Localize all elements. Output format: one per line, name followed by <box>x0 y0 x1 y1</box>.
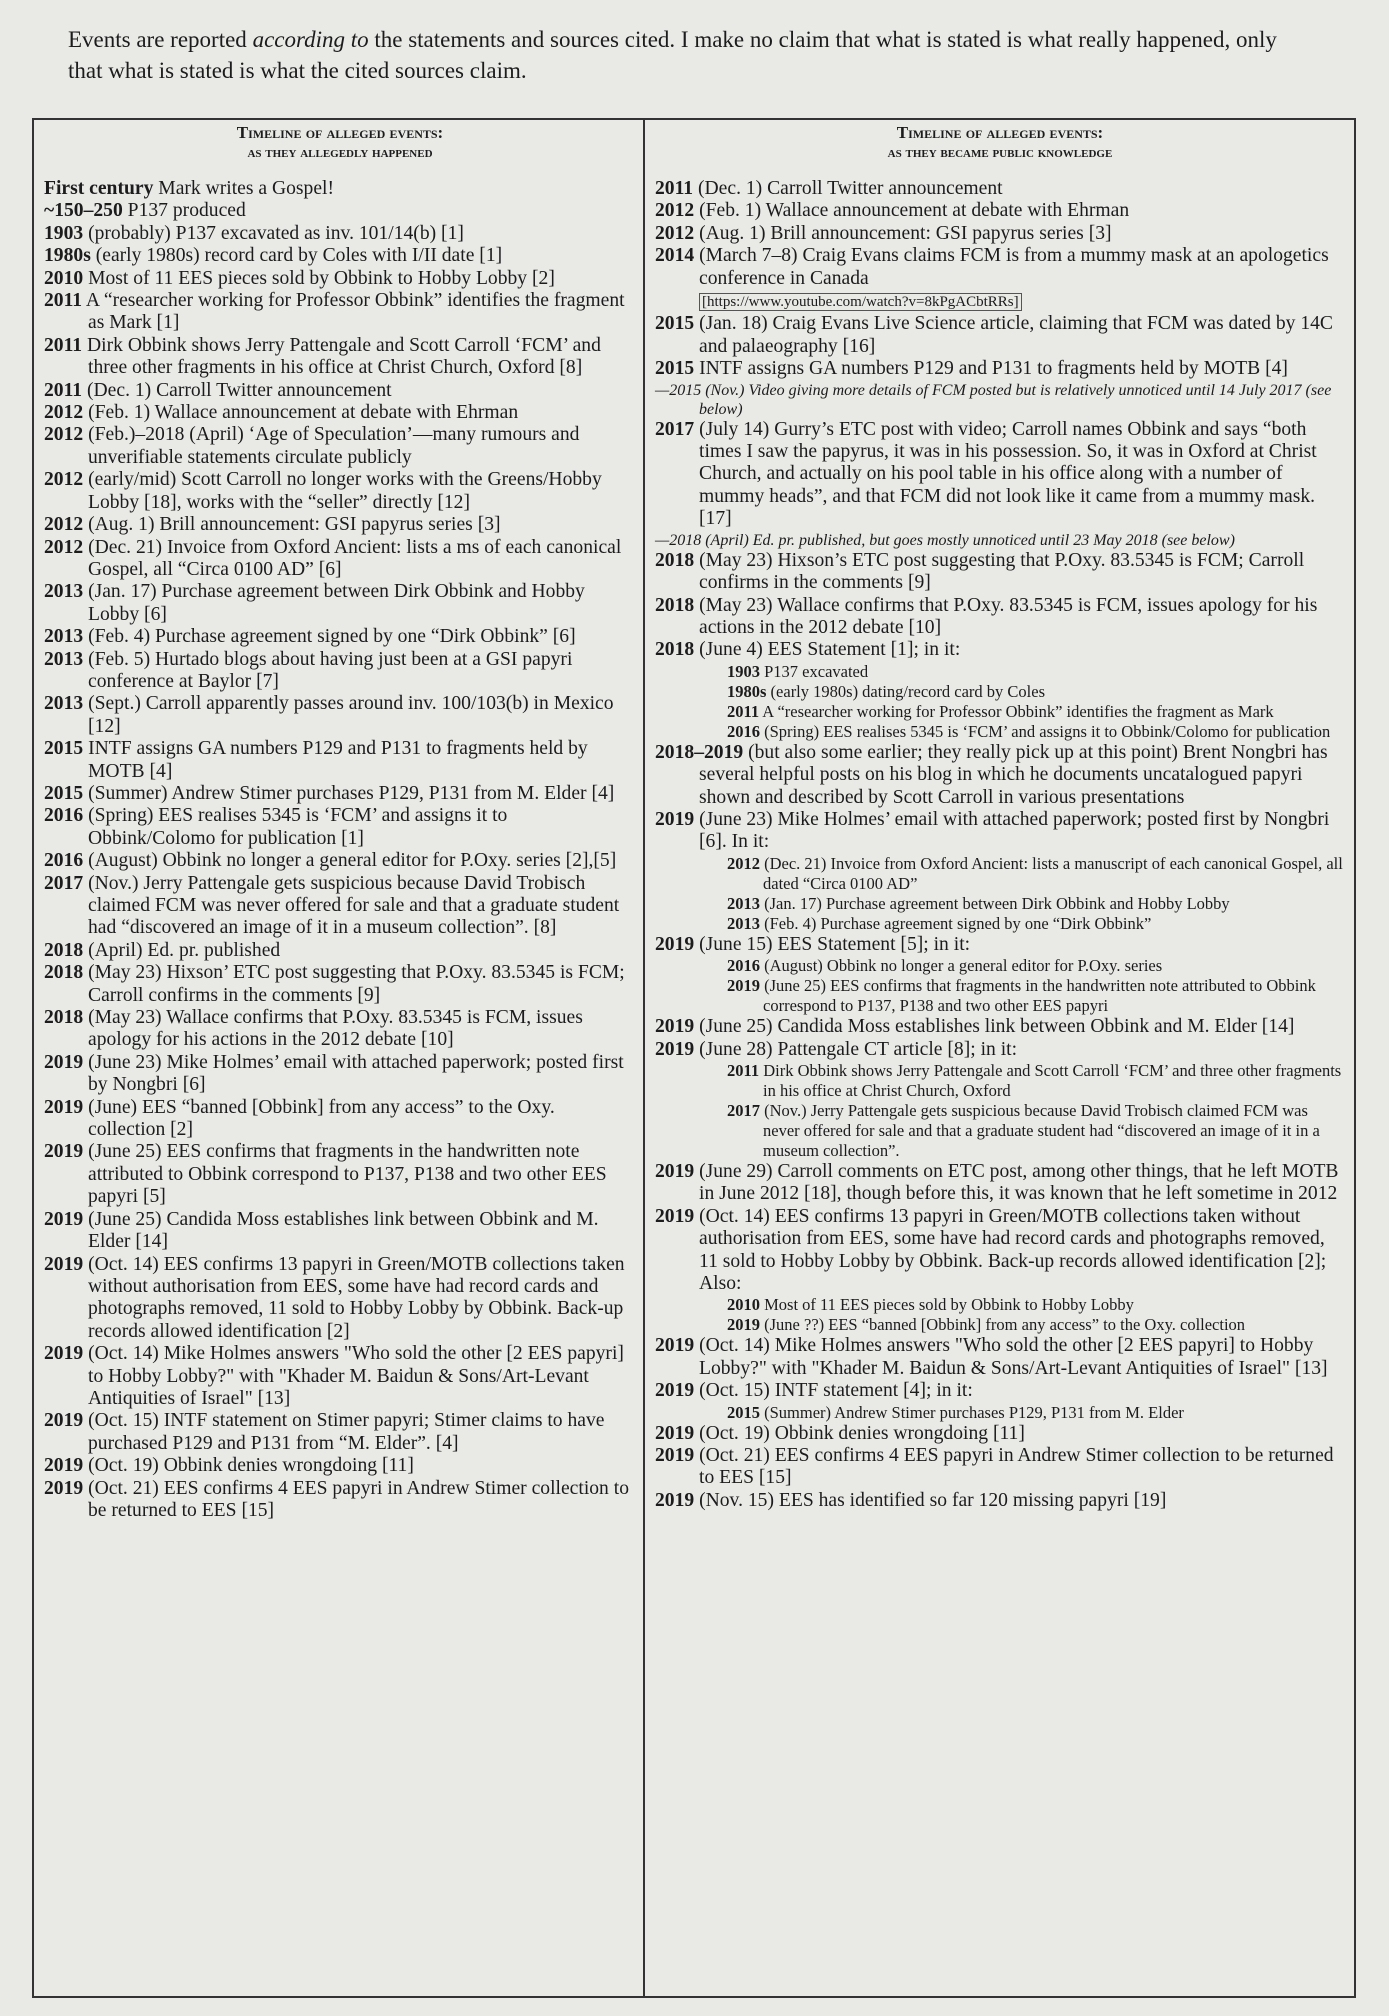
sub-entry-text: (Spring) EES realises 5345 is ‘FCM’ and assigns it to Obbink/Colomo for publication <box>760 721 1331 741</box>
sub-entry-year: 2016 <box>727 721 760 741</box>
entry-text: (May 23) Wallace confirms that P.Oxy. 83.5345 is FCM, issues apology for his actions in the 2012 debate [10] <box>83 1007 583 1051</box>
entry-text: (early/mid) Scott Carroll no longer works with the Greens/Hobby Lobby [18], works with the “seller” directly [12] <box>83 469 602 513</box>
timeline-entry <box>44 268 636 290</box>
timeline-entry <box>44 1052 636 1097</box>
entry-year: 2018 <box>655 549 695 571</box>
entry-year: 2015 <box>44 738 84 760</box>
timeline-entry <box>44 962 636 1007</box>
timeline-entry <box>44 693 636 738</box>
entry-year: 2019 <box>44 1141 84 1163</box>
right-heading-line-2: as they became public knowledge <box>887 145 1113 161</box>
timeline-entry <box>655 934 1345 956</box>
timeline-link-entry <box>655 290 1345 313</box>
entry-text: (Oct. 19) Obbink denies wrongdoing [11] <box>83 1455 414 1477</box>
entry-year: 2019 <box>655 1489 695 1511</box>
entry-text: (Jan. 17) Purchase agreement between Dirk Obbink and Hobby Lobby [6] <box>83 581 585 625</box>
timeline-entry <box>44 537 636 582</box>
sub-entry-year: 1980s <box>727 681 767 701</box>
intro-text-1: Events are reported <box>68 27 253 52</box>
timeline-sub-entry <box>727 894 1345 914</box>
intro-text-2: the statements and sources cited. I make no claim that what is stated is what really happened, only that what is stated is what the cited sources claim. <box>68 27 1277 83</box>
left-column <box>44 122 636 1522</box>
timeline-entry <box>44 469 636 514</box>
entry-text: (Oct. 21) EES confirms 4 EES papyri in Andrew Stimer collection to be returned to EES [15] <box>83 1477 629 1521</box>
timeline-entry <box>655 1445 1345 1490</box>
sub-entry-text: (June ??) EES “banned [Obbink] from any access” to the Oxy. collection <box>760 1315 1246 1335</box>
entry-year: 2019 <box>44 1410 84 1432</box>
entry-text: (June 15) EES Statement [5]; in it: <box>694 933 971 955</box>
entry-year: 2012 <box>44 514 84 536</box>
entry-text: (Dec. 1) Carroll Twitter announcement <box>693 178 1003 199</box>
entry-year: 2018 <box>44 939 84 961</box>
entry-text: (Oct. 21) EES confirms 4 EES papyri in Andrew Stimer collection to be returned to EES [15] <box>694 1445 1334 1489</box>
sub-entry-text: (Feb. 4) Purchase agreement signed by one “Dirk Obbink” <box>760 913 1152 933</box>
entry-year: 2019 <box>655 1380 695 1402</box>
entry-year: 2019 <box>655 1422 695 1444</box>
timeline-entry <box>655 809 1345 854</box>
entry-text: (May 23) Wallace confirms that P.Oxy. 83.5345 is FCM, issues apology for his actions in the 2012 debate [10] <box>694 594 1318 638</box>
column-divider <box>643 118 645 1998</box>
entry-text: (early 1980s) record card by Coles with I/II date [1] <box>90 245 503 267</box>
right-timeline-entries <box>655 178 1345 1512</box>
entry-text: (Feb. 1) Wallace announcement at debate with Ehrman <box>694 200 1130 222</box>
entry-text: P137 produced <box>122 200 246 222</box>
sub-entry-year: 2017 <box>727 1100 760 1120</box>
entry-year: 2015 <box>655 313 695 335</box>
entry-text: (Sept.) Carroll apparently passes around inv. 100/103(b) in Mexico [12] <box>83 693 614 737</box>
entry-text: (Summer) Andrew Stimer purchases P129, P131 from M. Elder [4] <box>83 782 615 804</box>
timeline-entry <box>655 178 1345 200</box>
entry-text: (Feb.)–2018 (April) ‘Age of Speculation’—many rumours and unverifiable statements circulate publicly <box>83 424 580 468</box>
sub-entry-year: 2011 <box>727 1060 760 1080</box>
timeline-sub-entry <box>727 854 1345 894</box>
timeline-entry <box>44 1141 636 1208</box>
entry-text: (Oct. 15) INTF statement on Stimer papyri; Stimer claims to have purchased P129 and P131 from “M. Elder”. [4] <box>83 1410 605 1454</box>
timeline-entry <box>655 595 1345 640</box>
timeline-entry <box>44 1455 636 1477</box>
entry-year: 2018 <box>44 1007 84 1029</box>
sub-entry-text: (early 1980s) dating/record card by Coles <box>766 681 1045 701</box>
entry-text: (June) EES “banned [Obbink] from any access” to the Oxy. collection [2] <box>83 1096 555 1141</box>
entry-year: 1903 <box>44 222 84 244</box>
timeline-entry <box>44 738 636 783</box>
entry-year: 2019 <box>655 1335 695 1357</box>
timeline-entry <box>655 1161 1345 1206</box>
timeline-entry <box>655 550 1345 595</box>
timeline-entry <box>44 178 636 200</box>
entry-year: 2011 <box>44 334 83 356</box>
timeline-entry <box>44 514 636 536</box>
sub-entry-year: 2012 <box>727 853 760 873</box>
entry-year: 2011 <box>44 290 83 312</box>
timeline-entry <box>44 783 636 805</box>
timeline-entry <box>44 290 636 335</box>
timeline-entry <box>44 1097 636 1142</box>
entry-text: (Oct. 14) Mike Holmes answers "Who sold the other [2 EES papyri] to Hobby Lobby?" with "Khader M. Baidun & Sons/Art-Levant Antiquities of Israel" [13] <box>694 1335 1328 1379</box>
entry-year: 2019 <box>44 1455 84 1477</box>
entry-year: ~150–250 <box>44 200 123 222</box>
timeline-sub-entry <box>727 1403 1345 1423</box>
entry-year: 2019 <box>44 1343 84 1365</box>
sub-entry-year: 2013 <box>727 893 760 913</box>
right-column-heading <box>655 122 1345 164</box>
timeline-note: —2015 (Nov.) Video giving more details of FCM posted but is relatively unnoticed until 14 July 2017 (see below) <box>655 381 1332 418</box>
entry-text: (June 25) Candida Moss establishes link between Obbink and M. Elder [14] <box>83 1208 599 1253</box>
sub-entry-year: 2013 <box>727 913 760 933</box>
entry-text: (June 28) Pattengale CT article [8]; in it: <box>694 1038 1018 1060</box>
left-timeline-entries <box>44 178 636 1522</box>
entry-text: (Oct. 14) Mike Holmes answers "Who sold the other [2 EES papyri] to Hobby Lobby?" with "Khader M. Baidun & Sons/Art-Levant Antiquities of Israel" [13] <box>83 1343 624 1409</box>
entry-year: 2012 <box>44 469 84 491</box>
entry-text: (March 7–8) Craig Evans claims FCM is from a mummy mask at an apologetics conference in Canada <box>694 245 1329 289</box>
timeline-sub-entry <box>727 914 1345 934</box>
left-heading-line-2: as they allegedly happened <box>247 145 433 161</box>
timeline-entry <box>44 581 636 626</box>
timeline-sub-entry <box>727 722 1345 742</box>
left-column-heading <box>44 122 636 164</box>
entry-year: 2018 <box>655 594 695 616</box>
timeline-entry <box>655 742 1345 809</box>
timeline-entry <box>44 1254 636 1344</box>
entry-year: 2016 <box>44 850 84 872</box>
entry-text: INTF assigns GA numbers P129 and P131 to fragments held by MOTB [4] <box>694 358 1288 380</box>
timeline-entry <box>655 200 1345 222</box>
right-heading-line-1: Timeline of alleged events: <box>896 123 1104 142</box>
entry-year: 1980s <box>44 245 91 267</box>
timeline-entry <box>655 1206 1345 1296</box>
entry-year: 2016 <box>44 805 84 827</box>
timeline-sub-entry <box>727 1101 1345 1161</box>
timeline-entry <box>44 1209 636 1254</box>
entry-year: First century <box>44 178 154 199</box>
entry-year: 2012 <box>44 424 84 446</box>
entry-text: (Oct. 14) EES confirms 13 papyri in Green/MOTB collections taken without authorisation from EES, some have had record cards and photographs removed, 11 sold to Hobby Lobby by Obbink. Back-up records allowed identification [2]; Also: <box>694 1205 1327 1294</box>
entry-year: 2019 <box>44 1477 84 1499</box>
right-column <box>655 122 1345 1512</box>
entry-year: 2013 <box>44 581 84 603</box>
timeline-entry <box>44 1478 636 1523</box>
entry-text: (June 23) Mike Holmes’ email with attached paperwork; posted first by Nongbri [6] <box>83 1051 624 1096</box>
timeline-entry <box>44 200 636 222</box>
entry-text: (June 23) Mike Holmes’ email with attached paperwork; posted first by Nongbri [6]. In it: <box>694 808 1330 853</box>
entry-year: 2019 <box>655 1445 695 1467</box>
entry-text: INTF assigns GA numbers P129 and P131 to fragments held by MOTB [4] <box>83 738 588 782</box>
entry-text: (July 14) Gurry’s ETC post with video; Carroll names Obbink and says “both times I saw the papyrus, it was in his possession. So, it was in Oxford at Christ Church, and actually on his pool table in his office along with a number of mummy heads”, and that FCM did not look like it came from a mummy mask. [17] <box>694 418 1317 530</box>
sub-entry-text: Most of 11 EES pieces sold by Obbink to Hobby Lobby <box>760 1295 1134 1315</box>
timeline-entry <box>44 402 636 424</box>
timeline-entry <box>44 850 636 872</box>
timeline-sub-entry <box>727 1315 1345 1335</box>
timeline-entry <box>655 1490 1345 1512</box>
entry-year: 2014 <box>655 245 695 267</box>
timeline-sub-entry <box>727 1295 1345 1315</box>
entry-text: (Nov.) Jerry Pattengale gets suspicious because David Trobisch claimed FCM was never offered for sale and that a graduate student had “discovered an image of it in a museum collection”. [8] <box>83 872 620 939</box>
entry-text: (June 29) Carroll comments on ETC post, among other things, that he left MOTB in June 2012 [18], though before this, it was known that he left sometime in 2012 <box>694 1160 1339 1205</box>
entry-year: 2019 <box>44 1051 84 1073</box>
entry-text: (May 23) Hixson’ ETC post suggesting that P.Oxy. 83.5345 is FCM; Carroll confirms in the comments [9] <box>83 962 625 1006</box>
timeline-entry <box>655 1423 1345 1445</box>
sub-entry-text: A “researcher working for Professor Obbink” identifies the fragment as Mark <box>759 701 1274 721</box>
entry-year: 2010 <box>44 267 84 289</box>
sub-entry-text: (Jan. 17) Purchase agreement between Dirk Obbink and Hobby Lobby <box>760 893 1230 913</box>
intro-paragraph <box>68 24 1308 86</box>
timeline-entry <box>655 1039 1345 1061</box>
timeline-entry <box>655 639 1345 661</box>
entry-text: (Oct. 19) Obbink denies wrongdoing [11] <box>694 1422 1025 1444</box>
entry-year: 2012 <box>655 222 695 244</box>
entry-year: 2018–2019 <box>655 741 744 763</box>
sub-entry-text: (Summer) Andrew Stimer purchases P129, P131 from M. Elder <box>760 1402 1184 1422</box>
timeline-entry <box>44 1343 636 1410</box>
entry-text: (but also some earlier; they really pick up at this point) Brent Nongbri has several helpful posts on his blog in which he documents uncatalogued papyri shown and described by Scott Carroll in various presentations <box>699 741 1328 808</box>
timeline-entry <box>655 1016 1345 1038</box>
timeline-entry <box>44 1410 636 1455</box>
sub-entry-year: 2016 <box>727 956 760 976</box>
sub-entry-text: (Dec. 21) Invoice from Oxford Ancient: lists a manuscript of each canonical Gospel, all dated “Circa 0100 AD” <box>760 853 1343 893</box>
entry-year: 2011 <box>44 379 83 401</box>
entry-year: 2019 <box>655 808 695 830</box>
sub-entry-text: (June 25) EES confirms that fragments in the handwritten note attributed to Obbink correspond to P137, P138 and two other EES papyri <box>760 976 1316 1016</box>
entry-year: 2013 <box>44 648 84 670</box>
entry-text: (probably) P137 excavated as inv. 101/14(b) [1] <box>83 222 464 244</box>
timeline-entry <box>655 1335 1345 1380</box>
timeline-entry <box>44 424 636 469</box>
timeline-entry <box>44 1007 636 1052</box>
entry-text: (Aug. 1) Brill announcement: GSI papyrus series [3] <box>83 514 501 536</box>
timeline-entry <box>44 805 636 850</box>
timeline-entry <box>44 380 636 402</box>
entry-year: 2013 <box>44 626 84 648</box>
entry-year: 2017 <box>655 418 695 440</box>
entry-year: 2019 <box>655 1160 695 1182</box>
timeline-sub-entry <box>727 662 1345 682</box>
entry-text: (Oct. 15) INTF statement [4]; in it: <box>694 1380 973 1402</box>
entry-year: 2018 <box>44 962 84 984</box>
entry-text: Most of 11 EES pieces sold by Obbink to Hobby Lobby [2] <box>83 267 555 289</box>
sub-entry-year: 1903 <box>727 661 760 681</box>
timeline-entry <box>44 940 636 962</box>
left-heading-line-1: Timeline of alleged events: <box>236 123 444 142</box>
entry-text: (June 4) EES Statement [1]; in it: <box>694 639 961 661</box>
sub-entry-text: P137 excavated <box>760 661 869 681</box>
entry-text: (August) Obbink no longer a general editor for P.Oxy. series [2],[5] <box>83 850 617 872</box>
timeline-entry <box>655 1380 1345 1402</box>
timeline-sub-entry <box>727 1061 1345 1101</box>
entry-text: Dirk Obbink shows Jerry Pattengale and Scott Carroll ‘FCM’ and three other fragments in his office at Christ Church, Oxford [8] <box>82 334 601 379</box>
timeline-entry <box>655 419 1345 531</box>
entry-text: (Feb. 5) Hurtado blogs about having just been at a GSI papyri conference at Baylor [7] <box>83 648 573 692</box>
timeline-entry <box>655 358 1345 380</box>
timeline-entry <box>44 223 636 245</box>
entry-year: 2012 <box>44 402 84 424</box>
sub-entry-year: 2019 <box>727 1315 760 1335</box>
entry-text: (Aug. 1) Brill announcement: GSI papyrus series [3] <box>694 222 1112 244</box>
timeline-entry <box>655 313 1345 358</box>
entry-year: 2018 <box>655 639 695 661</box>
entry-text: (Nov. 15) EES has identified so far 120 missing papyri [19] <box>694 1489 1167 1511</box>
entry-year: 2017 <box>44 872 84 894</box>
entry-text: (Dec. 1) Carroll Twitter announcement <box>82 379 392 401</box>
timeline-note: —2018 (April) Ed. pr. published, but goes mostly unnoticed until 23 May 2018 (see below) <box>655 531 1235 549</box>
entry-year: 2019 <box>655 933 695 955</box>
entry-text: (May 23) Hixson’s ETC post suggesting that P.Oxy. 83.5345 is FCM; Carroll confirms in the comments [9] <box>694 549 1305 594</box>
entry-year: 2019 <box>655 1016 695 1038</box>
sub-entry-year: 2010 <box>727 1295 760 1315</box>
sub-entry-year: 2019 <box>727 976 760 996</box>
timeline-entry <box>44 649 636 694</box>
entry-year: 2019 <box>655 1205 695 1227</box>
entry-year: 2019 <box>44 1096 84 1118</box>
timeline-entry <box>44 873 636 940</box>
entry-text: A “researcher working for Professor Obbink” identifies the fragment as Mark [1] <box>82 290 625 334</box>
timeline-entry <box>44 245 636 267</box>
timeline-sub-entry <box>727 976 1345 1016</box>
entry-year: 2012 <box>44 536 84 558</box>
sub-entry-year: 2015 <box>727 1402 760 1422</box>
entry-text: (Feb. 1) Wallace announcement at debate with Ehrman <box>83 402 519 424</box>
sub-entry-year: 2011 <box>727 701 760 721</box>
entry-text: (Jan. 18) Craig Evans Live Science article, claiming that FCM was dated by 14C and palaeography [16] <box>694 313 1334 357</box>
timeline-sub-entry <box>727 702 1345 722</box>
entry-text: (Oct. 14) EES confirms 13 papyri in Green/MOTB collections taken without authorisation from EES, some have had record cards and photographs removed, 11 sold to Hobby Lobby by Obbink. Back-up records allowed identification [2] <box>83 1253 625 1342</box>
sub-entry-text: (August) Obbink no longer a general editor for P.Oxy. series <box>760 956 1163 976</box>
entry-text: (Feb. 4) Purchase agreement signed by one “Dirk Obbink” [6] <box>83 626 576 648</box>
timeline-entry <box>655 223 1345 245</box>
entry-year: 2013 <box>44 693 84 715</box>
timeline-entry <box>44 626 636 648</box>
timeline-entry <box>655 245 1345 290</box>
entry-year: 2019 <box>655 1038 695 1060</box>
entry-text: (Dec. 21) Invoice from Oxford Ancient: lists a ms of each canonical Gospel, all “Circa 0100 AD” [6] <box>83 536 622 580</box>
timeline-sub-entry <box>727 956 1345 976</box>
entry-year: 2015 <box>655 358 695 380</box>
entry-year: 2019 <box>44 1208 84 1230</box>
entry-text: (June 25) EES confirms that fragments in the handwritten note attributed to Obbink correspond to P137, P138 and two other EES papyri [5] <box>83 1141 607 1208</box>
intro-emphasis: according to <box>252 27 369 52</box>
sub-entry-text: (Nov.) Jerry Pattengale gets suspicious because David Trobisch claimed FCM was never offered for sale and that a graduate student had “discovered an image of it in a museum collection”. <box>760 1100 1320 1160</box>
entry-year: 2019 <box>44 1253 84 1275</box>
entry-text: Mark writes a Gospel! <box>153 178 335 199</box>
entry-year: 2012 <box>655 200 695 222</box>
video-url-link[interactable]: [https://www.youtube.com/watch?v=8kPgACbtRRs] <box>699 293 1022 311</box>
entry-text: (Spring) EES realises 5345 is ‘FCM’ and assigns it to Obbink/Colomo for publication [1] <box>83 805 508 849</box>
entry-text: (April) Ed. pr. published <box>83 939 281 961</box>
timeline-sub-entry <box>727 682 1345 702</box>
timeline-entry <box>44 335 636 380</box>
entry-text: (June 25) Candida Moss establishes link between Obbink and M. Elder [14] <box>694 1016 1295 1038</box>
entry-year: 2011 <box>655 178 694 199</box>
sub-entry-text: Dirk Obbink shows Jerry Pattengale and Scott Carroll ‘FCM’ and three other fragments in his office at Christ Church, Oxford <box>759 1060 1342 1100</box>
entry-year: 2015 <box>44 782 84 804</box>
